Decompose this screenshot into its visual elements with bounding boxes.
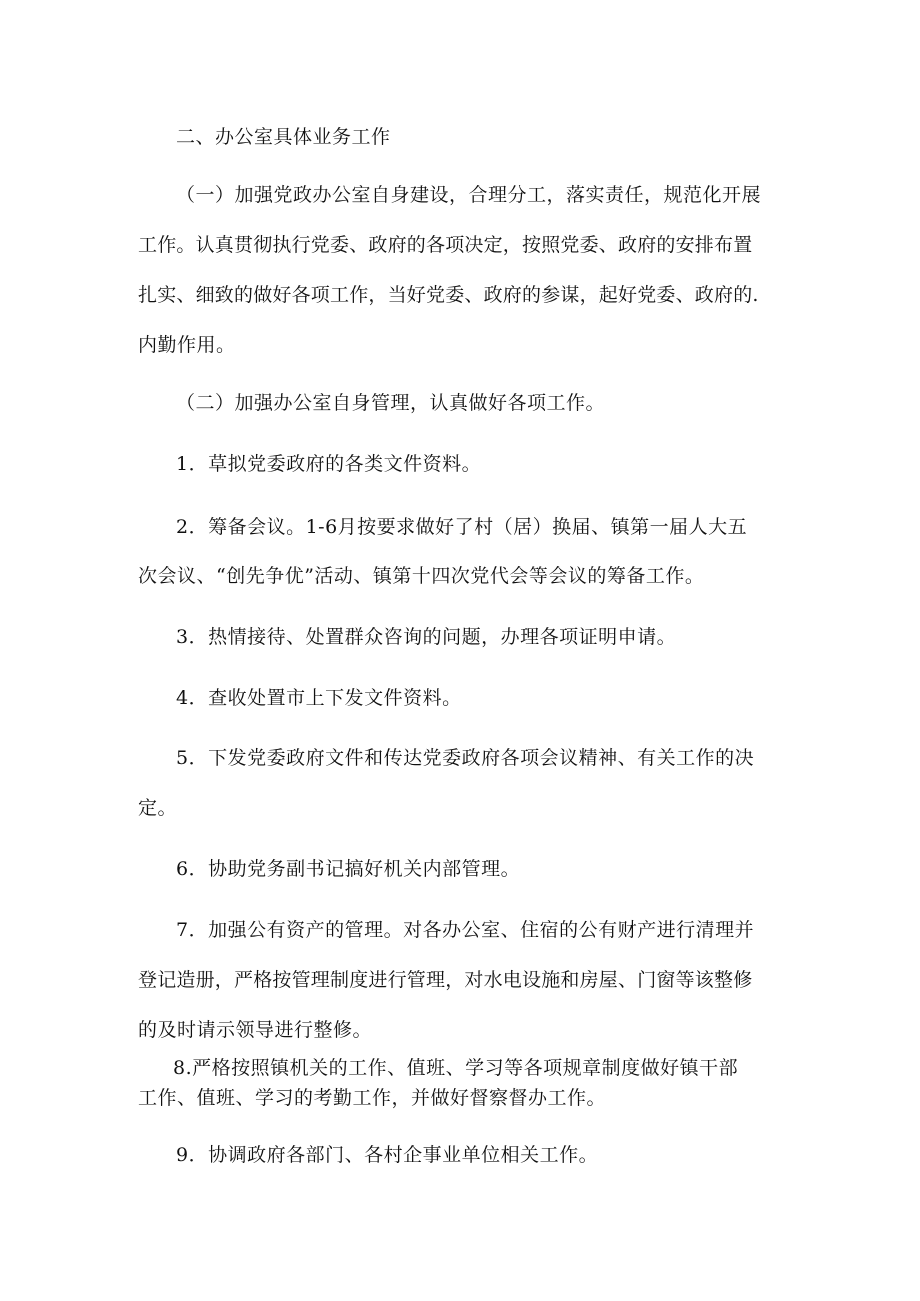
list-item-5-line-1: 5．下发党委政府文件和传达党委政府各项会议精神、有关工作的决 [176,747,755,769]
paragraph-2: （二）加强办公室自身管理，认真做好各项工作。 [176,392,606,414]
paragraph-1-line-4: 内勤作用。 [138,334,236,356]
list-item-7-line-3: 的及时请示领导进行整修。 [138,1019,373,1041]
list-item-7-line-1: 7．加强公有资产的管理。对各办公室、住宿的公有财产进行清理并 [176,919,755,941]
section-heading: 二、办公室具体业务工作 [176,126,391,148]
paragraph-1-line-1: （一）加强党政办公室自身建设，合理分工，落实责任，规范化开展 [176,184,762,206]
paragraph-1-line-2: 工作。认真贯彻执行党委、政府的各项决定，按照党委、政府的安排布置 [138,234,753,256]
list-item-8-line-1: 8.严格按照镇机关的工作、值班、学习等各项规章制度做好镇干部 [173,1057,739,1079]
paragraph-1-line-3: 扎实、细致的做好各项工作，当好党委、政府的参谋，起好党委、政府的. [138,284,759,306]
list-item-4: 4．查收处置市上下发文件资料。 [176,687,462,709]
list-item-2-line-2: 次会议、“创先争优”活动、镇第十四次党代会等会议的筹备工作。 [138,565,705,587]
list-item-7-line-2: 登记造册，严格按管理制度进行管理，对水电设施和房屋、门窗等该整修 [138,969,753,991]
list-item-9: 9．协调政府各部门、各村企事业单位相关工作。 [176,1144,599,1166]
list-item-5-line-2: 定。 [138,797,178,819]
list-item-1: 1．草拟党委政府的各类文件资料。 [176,453,482,475]
list-item-6: 6．协助党务副书记搞好机关内部管理。 [176,858,521,880]
list-item-3: 3．热情接待、处置群众咨询的问题，办理各项证明申请。 [176,626,677,648]
list-item-8-line-2: 工作、值班、学习的考勤工作，并做好督察督办工作。 [138,1087,607,1109]
list-item-2-line-1: 2．筹备会议。1-6月按要求做好了村（居）换届、镇第一届人大五 [176,516,748,538]
